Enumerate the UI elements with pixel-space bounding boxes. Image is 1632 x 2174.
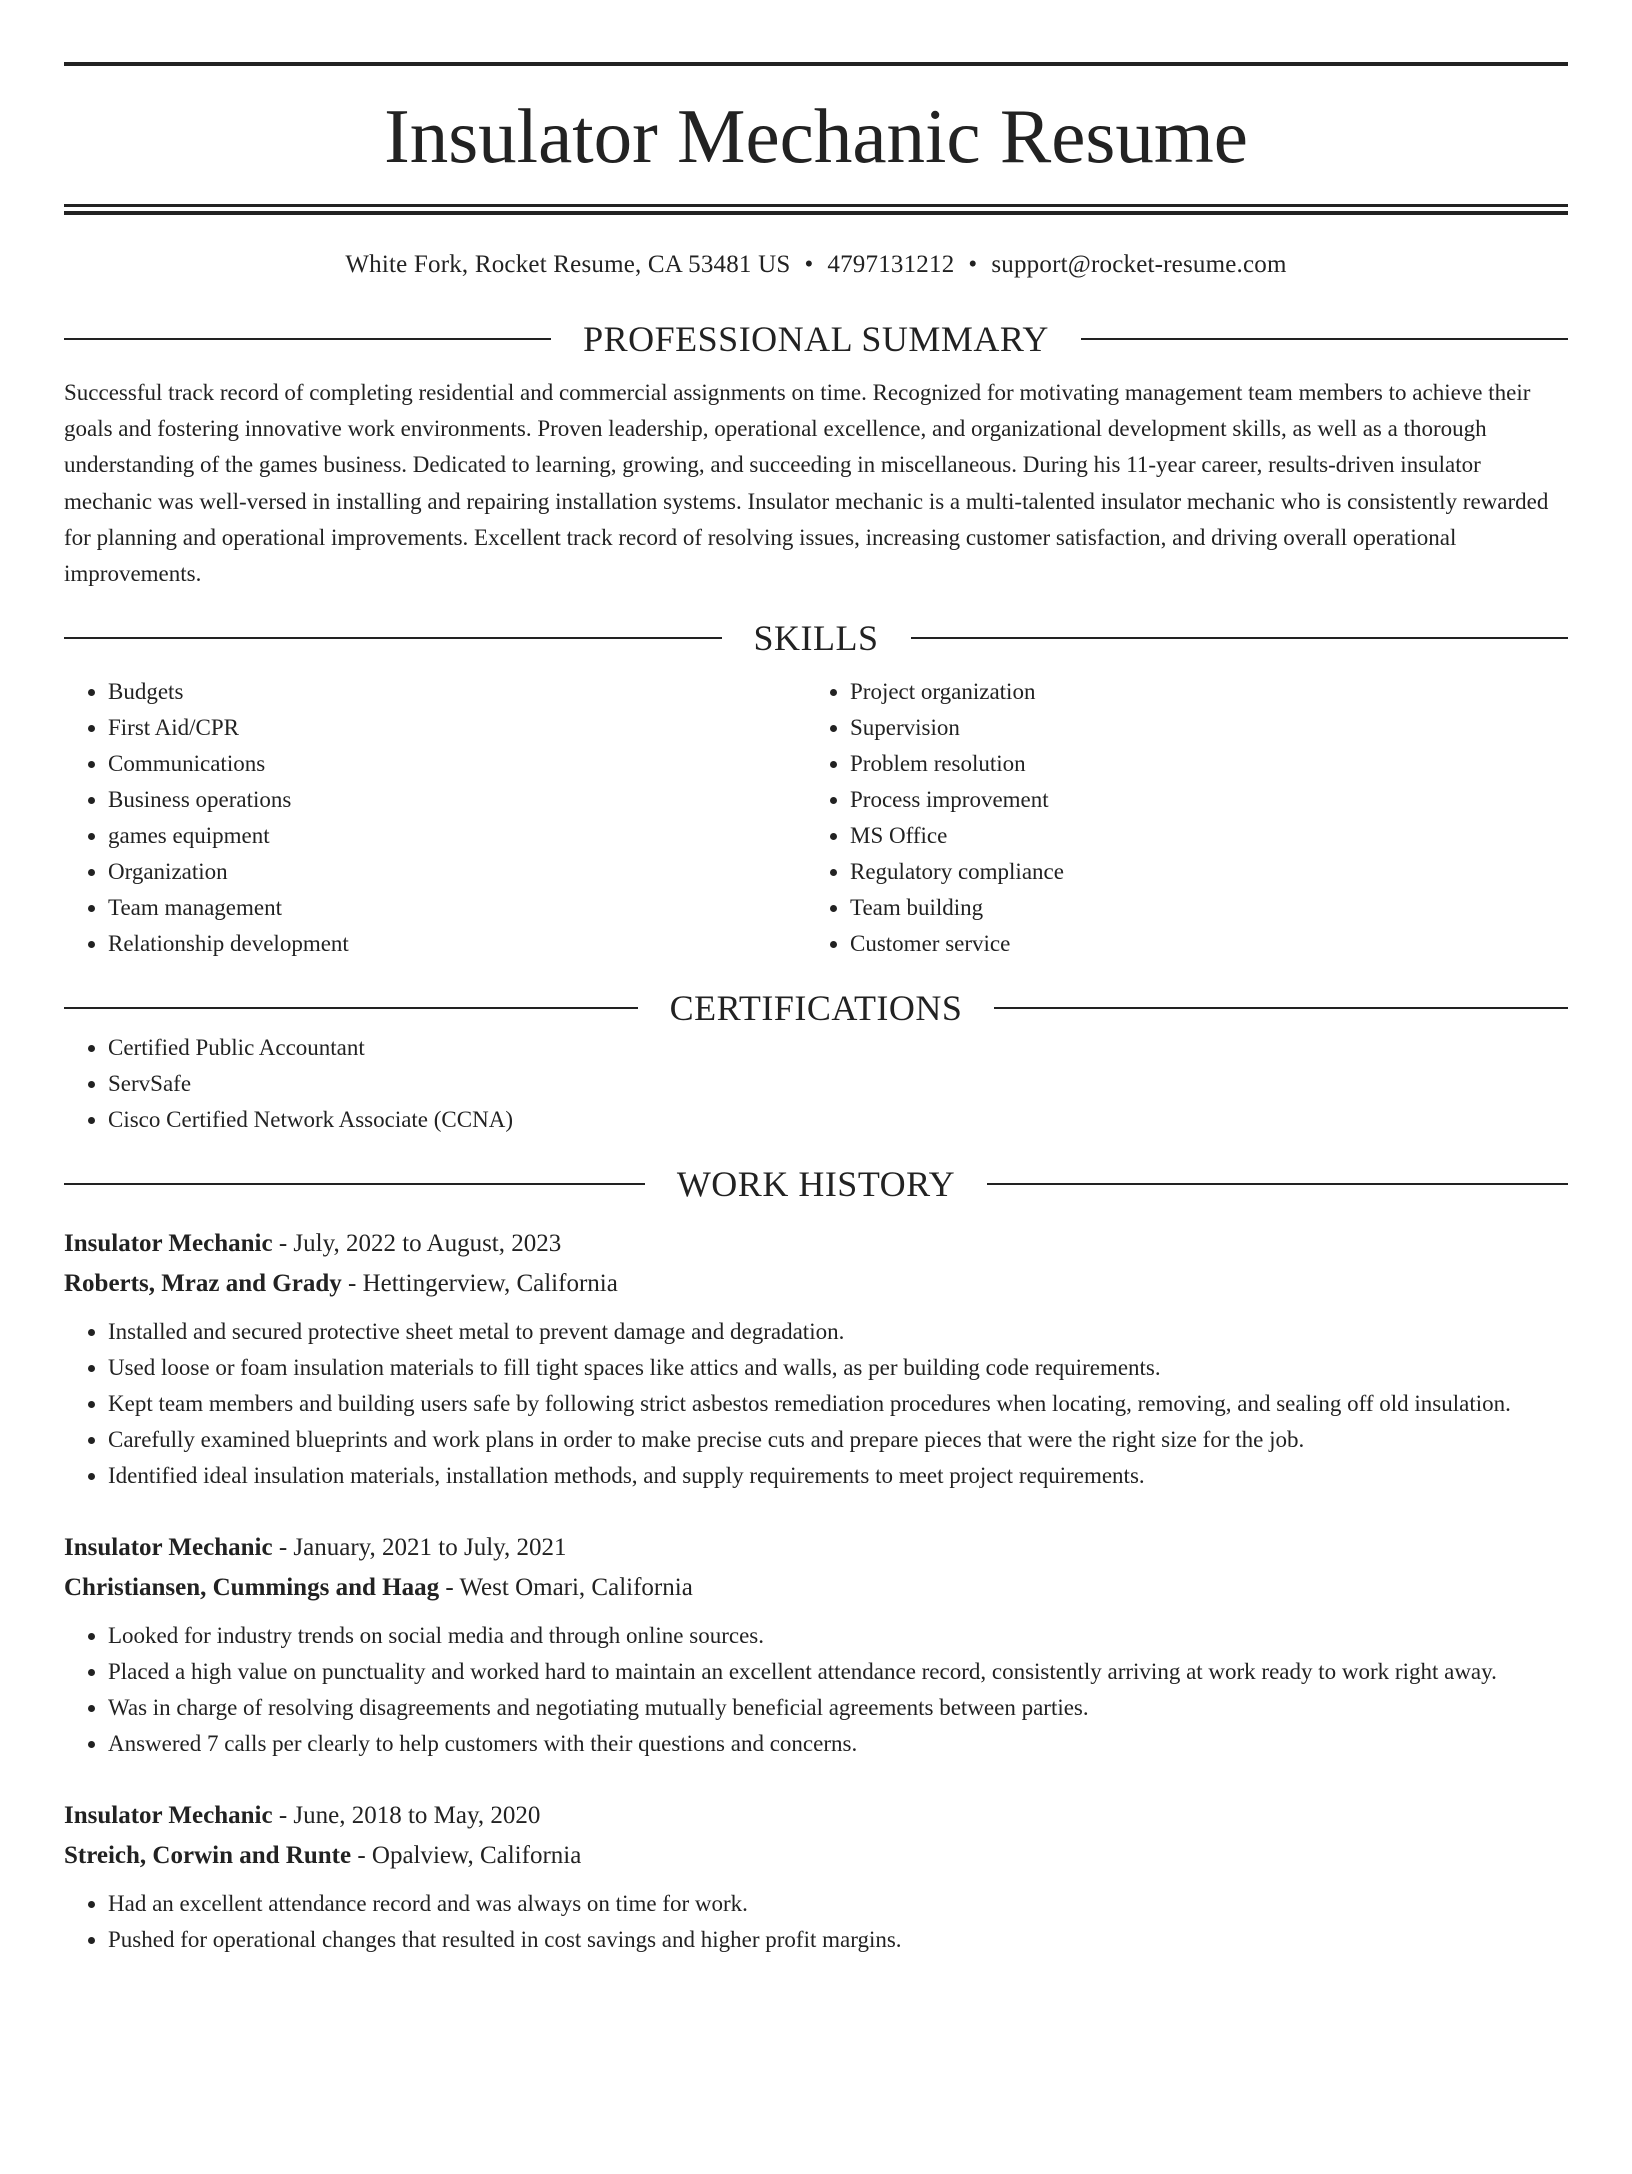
skill-item: • Problem resolution — [850, 746, 1548, 782]
skills-columns — [64, 674, 1568, 962]
job-entry — [64, 1224, 1568, 1494]
certifications-list — [64, 1030, 1568, 1138]
job-entry — [64, 1528, 1568, 1762]
job-bullet-list — [64, 1314, 1568, 1494]
certification-item: • Cisco Certified Network Associate (CCNA) — [108, 1102, 1568, 1138]
job-location: - Hettingerview, California — [341, 1270, 618, 1298]
skill-item: • Relationship development — [108, 926, 806, 962]
job-company: Roberts, Mraz and Grady — [64, 1270, 342, 1298]
job-bullet: • Answered 7 calls per clearly to help customers with their questions and concerns. — [108, 1726, 1568, 1762]
job-bullet: • Looked for industry trends on social media and through online sources. — [108, 1618, 1568, 1654]
job-dates: - June, 2018 to May, 2020 — [272, 1802, 541, 1830]
skill-item: • Regulatory compliance — [850, 854, 1548, 890]
top-rule — [64, 62, 1568, 66]
heading-rule-right — [911, 637, 1569, 639]
job-location: - West Omari, California — [439, 1574, 693, 1602]
certification-item: • ServSafe — [108, 1066, 1568, 1102]
skill-item: • First Aid/CPR — [108, 710, 806, 746]
skill-item: • Customer service — [850, 926, 1548, 962]
contact-email: support@rocket-resume.com — [991, 251, 1287, 278]
job-company: Christiansen, Cummings and Haag — [64, 1574, 440, 1602]
certifications-section-heading — [64, 986, 1568, 1030]
job-title: Insulator Mechanic — [64, 1534, 273, 1562]
job-company-line — [64, 1836, 1568, 1876]
resume-page — [0, 62, 1632, 2174]
job-bullet: • Carefully examined blueprints and work plans in order to make precise cuts and prepare pieces that were the right size for the job. — [108, 1422, 1568, 1458]
skills-heading-label: SKILLS — [753, 618, 879, 659]
skill-item: • Process improvement — [850, 782, 1548, 818]
contact-separator: • — [968, 251, 978, 278]
skill-item: • Supervision — [850, 710, 1548, 746]
job-bullet-list — [64, 1886, 1568, 1958]
job-title-line — [64, 1796, 1568, 1836]
heading-rule-left — [64, 637, 722, 639]
job-company-line — [64, 1568, 1568, 1608]
job-bullet: • Placed a high value on punctuality and worked hard to maintain an excellent attendance record, consistently arriving at work ready to work right away. — [108, 1654, 1568, 1690]
summary-text: Successful track record of completing residential and commercial assignments on time. Recognized for motivating management team members to achieve their goals and fostering innovative work environments. Proven leadership, operational excellence, and organizational development skills, as well as a thorough understanding of the games business. Dedicated to learning, growing, and succeeding in miscellaneous. During his 11-year career, results-driven insulator mechanic was well-versed in installing and repairing installation systems. Insulator mechanic is a multi-talented insulator mechanic who is consistently rewarded for planning and operational improvements. Excellent track record of resolving issues, increasing customer satisfaction, and driving overall operational improvements. — [64, 380, 1549, 587]
resume-title: Insulator Mechanic Resume — [384, 93, 1248, 179]
skill-item: • MS Office — [850, 818, 1548, 854]
job-entry — [64, 1796, 1568, 1958]
heading-rule-left — [64, 338, 551, 340]
skill-item: • Team building — [850, 890, 1548, 926]
skill-item: • Business operations — [108, 782, 806, 818]
skills-list-right — [806, 674, 1548, 962]
contact-line — [64, 249, 1568, 281]
job-location: - Opalview, California — [351, 1842, 582, 1870]
job-title: Insulator Mechanic — [64, 1230, 273, 1258]
job-bullet-list — [64, 1618, 1568, 1762]
job-dates: - July, 2022 to August, 2023 — [272, 1230, 562, 1258]
heading-rule-left — [64, 1183, 645, 1185]
job-title-line — [64, 1528, 1568, 1568]
job-company-line — [64, 1264, 1568, 1304]
contact-phone: 4797131212 — [827, 251, 955, 278]
heading-rule-right — [1081, 338, 1568, 340]
skill-item: • Team management — [108, 890, 806, 926]
job-bullet: • Was in charge of resolving disagreements and negotiating mutually beneficial agreements between parties. — [108, 1690, 1568, 1726]
job-bullet: • Installed and secured protective sheet metal to prevent damage and degradation. — [108, 1314, 1568, 1350]
job-bullet: • Pushed for operational changes that resulted in cost savings and higher profit margins. — [108, 1922, 1568, 1958]
contact-address: White Fork, Rocket Resume, CA 53481 US — [345, 251, 791, 278]
skill-item: • Budgets — [108, 674, 806, 710]
job-bullet: • Had an excellent attendance record and was always on time for work. — [108, 1886, 1568, 1922]
job-bullet: • Used loose or foam insulation materials to fill tight spaces like attics and walls, as per building code requirements. — [108, 1350, 1568, 1386]
contact-separator: • — [804, 251, 814, 278]
work-history-section-heading — [64, 1162, 1568, 1206]
skill-item: • Communications — [108, 746, 806, 782]
job-company: Streich, Corwin and Runte — [64, 1842, 352, 1870]
skills-list-left — [64, 674, 806, 962]
summary-section-heading — [64, 317, 1568, 361]
job-bullet: • Kept team members and building users safe by following strict asbestos remediation procedures when locating, removing, and sealing off old insulation. — [108, 1386, 1568, 1422]
job-dates: - January, 2021 to July, 2021 — [272, 1534, 567, 1562]
skills-section-heading — [64, 616, 1568, 660]
job-title: Insulator Mechanic — [64, 1802, 273, 1830]
title-double-rule — [64, 204, 1568, 215]
certification-item: • Certified Public Accountant — [108, 1030, 1568, 1066]
job-title-line — [64, 1224, 1568, 1264]
work-history-heading-label: WORK HISTORY — [676, 1164, 956, 1205]
skill-item: • Project organization — [850, 674, 1548, 710]
certifications-heading-label: CERTIFICATIONS — [669, 988, 963, 1029]
heading-rule-left — [64, 1007, 638, 1009]
skill-item: • games equipment — [108, 818, 806, 854]
job-bullet: • Identified ideal insulation materials, installation methods, and supply requirements to meet project requirements. — [108, 1458, 1568, 1494]
summary-heading-label: PROFESSIONAL SUMMARY — [583, 319, 1049, 359]
skill-item: • Organization — [108, 854, 806, 890]
heading-rule-right — [987, 1183, 1568, 1185]
heading-rule-right — [994, 1007, 1568, 1009]
